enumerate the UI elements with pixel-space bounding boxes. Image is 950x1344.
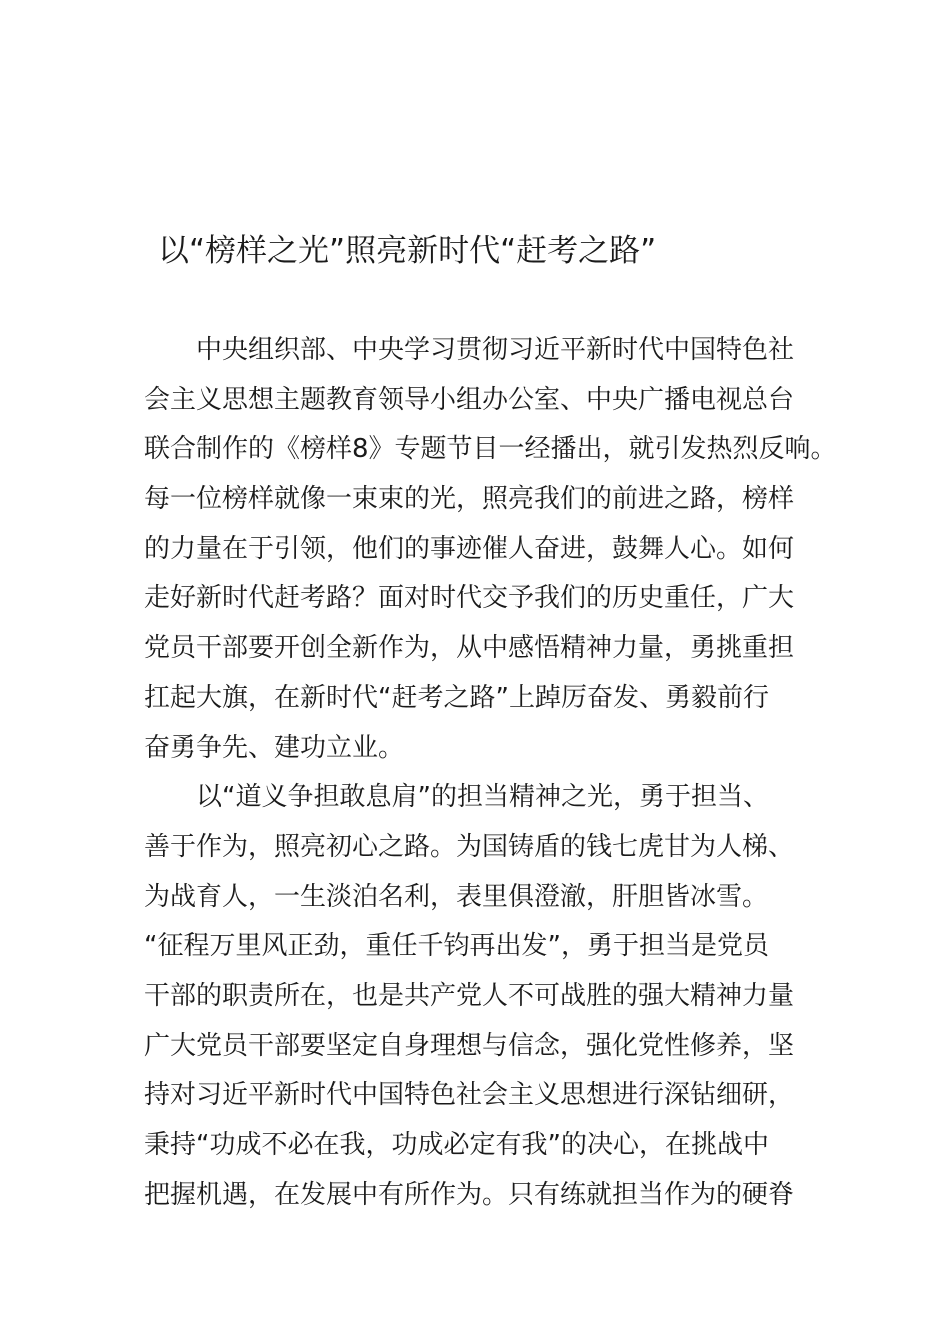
body-line: 持对习近平新时代中国特色社会主义思想进行深钻细研， [144,1080,795,1111]
body-line: 会主义思想主题教育领导小组办公室、中央广播电视总台 [144,384,795,415]
document-title: 以“榜样之光”照亮新时代“赶考之路” [158,233,657,269]
body-line: 的力量在于引领，他们的事迹催人奋进，鼓舞人心。如何 [144,533,795,564]
body-line: 中央组织部、中央学习贯彻习近平新时代中国特色社 [144,335,795,365]
document-body [144,326,837,1220]
body-line: 善于作为，照亮初心之路。为国铸盾的钱七虎甘为人梯、 [144,831,795,862]
body-line: 奋勇争先、建功立业。 [144,732,405,763]
body-line: 广大党员干部要坚定自身理想与信念，强化党性修养，坚 [144,1030,795,1061]
body-line: 以“道义争担敢息肩”的担当精神之光，勇于担当、 [144,782,769,813]
body-line: 联合制作的《榜样8》专题节目一经播出，就引发热烈反响。 [144,434,837,465]
body-line: 党员干部要开创全新作为，从中感悟精神力量，勇挑重担 [144,633,795,664]
body-line: 每一位榜样就像一束束的光，照亮我们的前进之路，榜样 [144,484,795,515]
body-line: 干部的职责所在，也是共产党人不可战胜的强大精神力量 [144,980,795,1011]
body-line: “征程万里风正劲，重任千钧再出发”，勇于担当是党员 [144,931,769,962]
body-line: 秉持“功成不必在我，功成必定有我”的决心，在挑战中 [144,1130,769,1160]
body-line: 把握机遇，在发展中有所作为。只有练就担当作为的硬脊 [144,1179,795,1210]
body-line: 为战育人，一生淡泊名利，表里俱澄澈，肝胆皆冰雪。 [144,881,769,912]
body-line: 扛起大旗，在新时代“赶考之路”上踔厉奋发、勇毅前行 [144,682,769,713]
body-line: 走好新时代赶考路？面对时代交予我们的历史重任，广大 [144,583,795,614]
